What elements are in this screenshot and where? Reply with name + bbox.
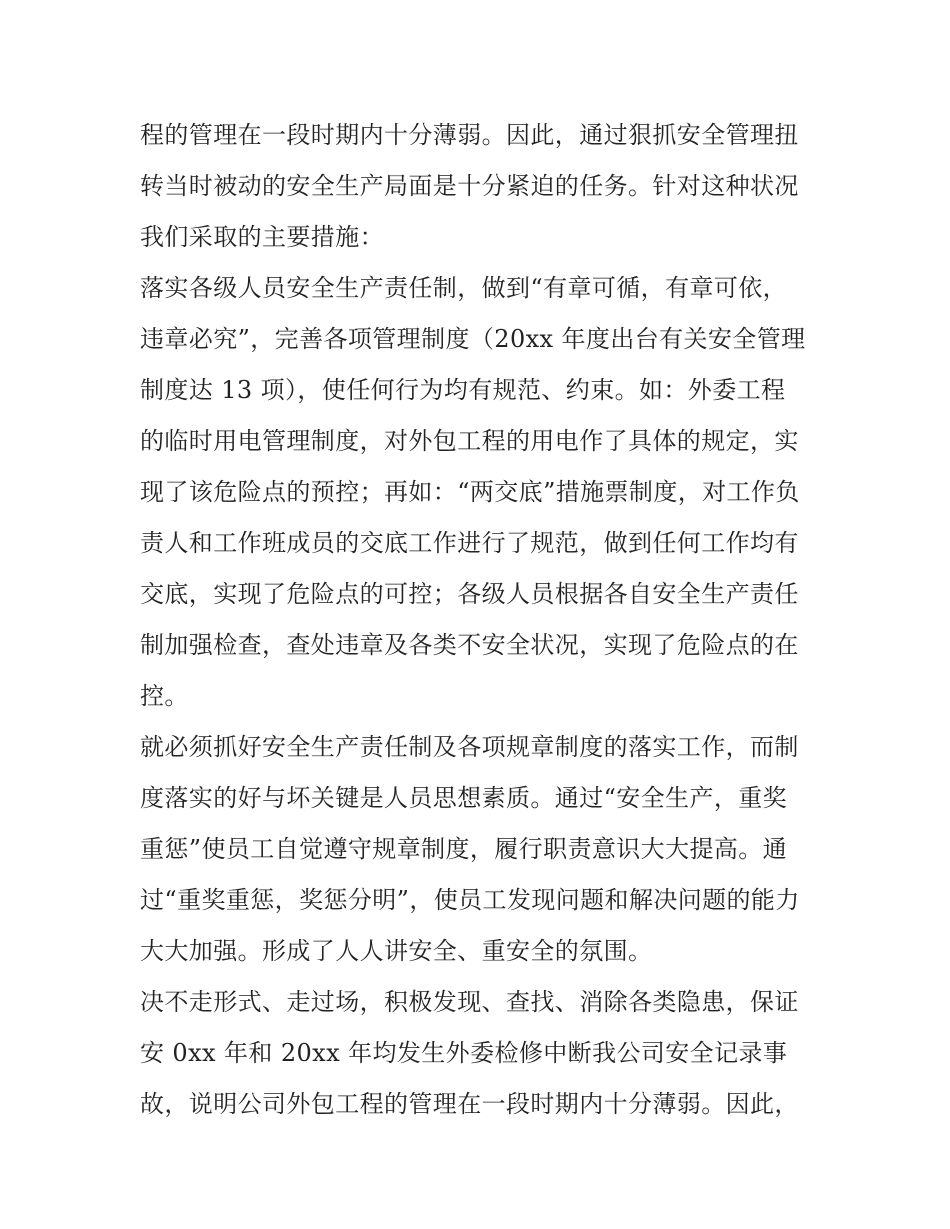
text-line: 制度达 13 项），使任何行为均有规范、约束。如：外委工程: [140, 376, 786, 404]
text-line: 转当时被动的安全生产局面是十分紧迫的任务。针对这种状况: [140, 172, 799, 200]
text-line: 故，说明公司外包工程的管理在一段时期内十分薄弱。因此，: [140, 1090, 799, 1118]
text-line: 安 0xx 年和 20xx 年均发生外委检修中断我公司安全记录事: [140, 1039, 788, 1067]
text-line: 决不走形式、走过场，积极发现、查找、消除各类隐患，保证: [140, 988, 799, 1016]
text-line: 过“重奖重惩，奖惩分明”，使员工发现问题和解决问题的能力: [140, 886, 800, 914]
text-line: 的临时用电管理制度，对外包工程的用电作了具体的规定，实: [140, 427, 799, 455]
text-line: 重惩”使员工自觉遵守规章制度，履行职责意识大大提高。通: [140, 835, 788, 863]
text-line: 交底，实现了危险点的可控；各级人员根据各自安全生产责任: [140, 580, 799, 608]
text-line: 我们采取的主要措施：: [140, 223, 384, 251]
text-line: 现了该危险点的预控；再如：“两交底”措施票制度，对工作负: [140, 478, 800, 506]
text-line: 大大加强。形成了人人讲安全、重安全的氛围。: [140, 937, 653, 965]
text-line: 制加强检查，查处违章及各类不安全状况，实现了危险点的在: [140, 631, 799, 659]
text-line: 就必须抓好安全生产责任制及各项规章制度的落实工作，而制: [140, 733, 799, 761]
text-line: 度落实的好与坏关键是人员思想素质。通过“安全生产，重奖: [140, 784, 788, 812]
text-line: 控。: [140, 682, 189, 710]
text-line: 落实各级人员安全生产责任制，做到“有章可循，有章可依，: [140, 274, 788, 302]
document-body: [140, 110, 830, 1130]
text-line: 程的管理在一段时期内十分薄弱。因此，通过狠抓安全管理扭: [140, 121, 799, 149]
text-line: 责人和工作班成员的交底工作进行了规范，做到任何工作均有: [140, 529, 799, 557]
text-line: 违章必究”，完善各项管理制度（20xx 年度出台有关安全管理: [140, 325, 806, 353]
